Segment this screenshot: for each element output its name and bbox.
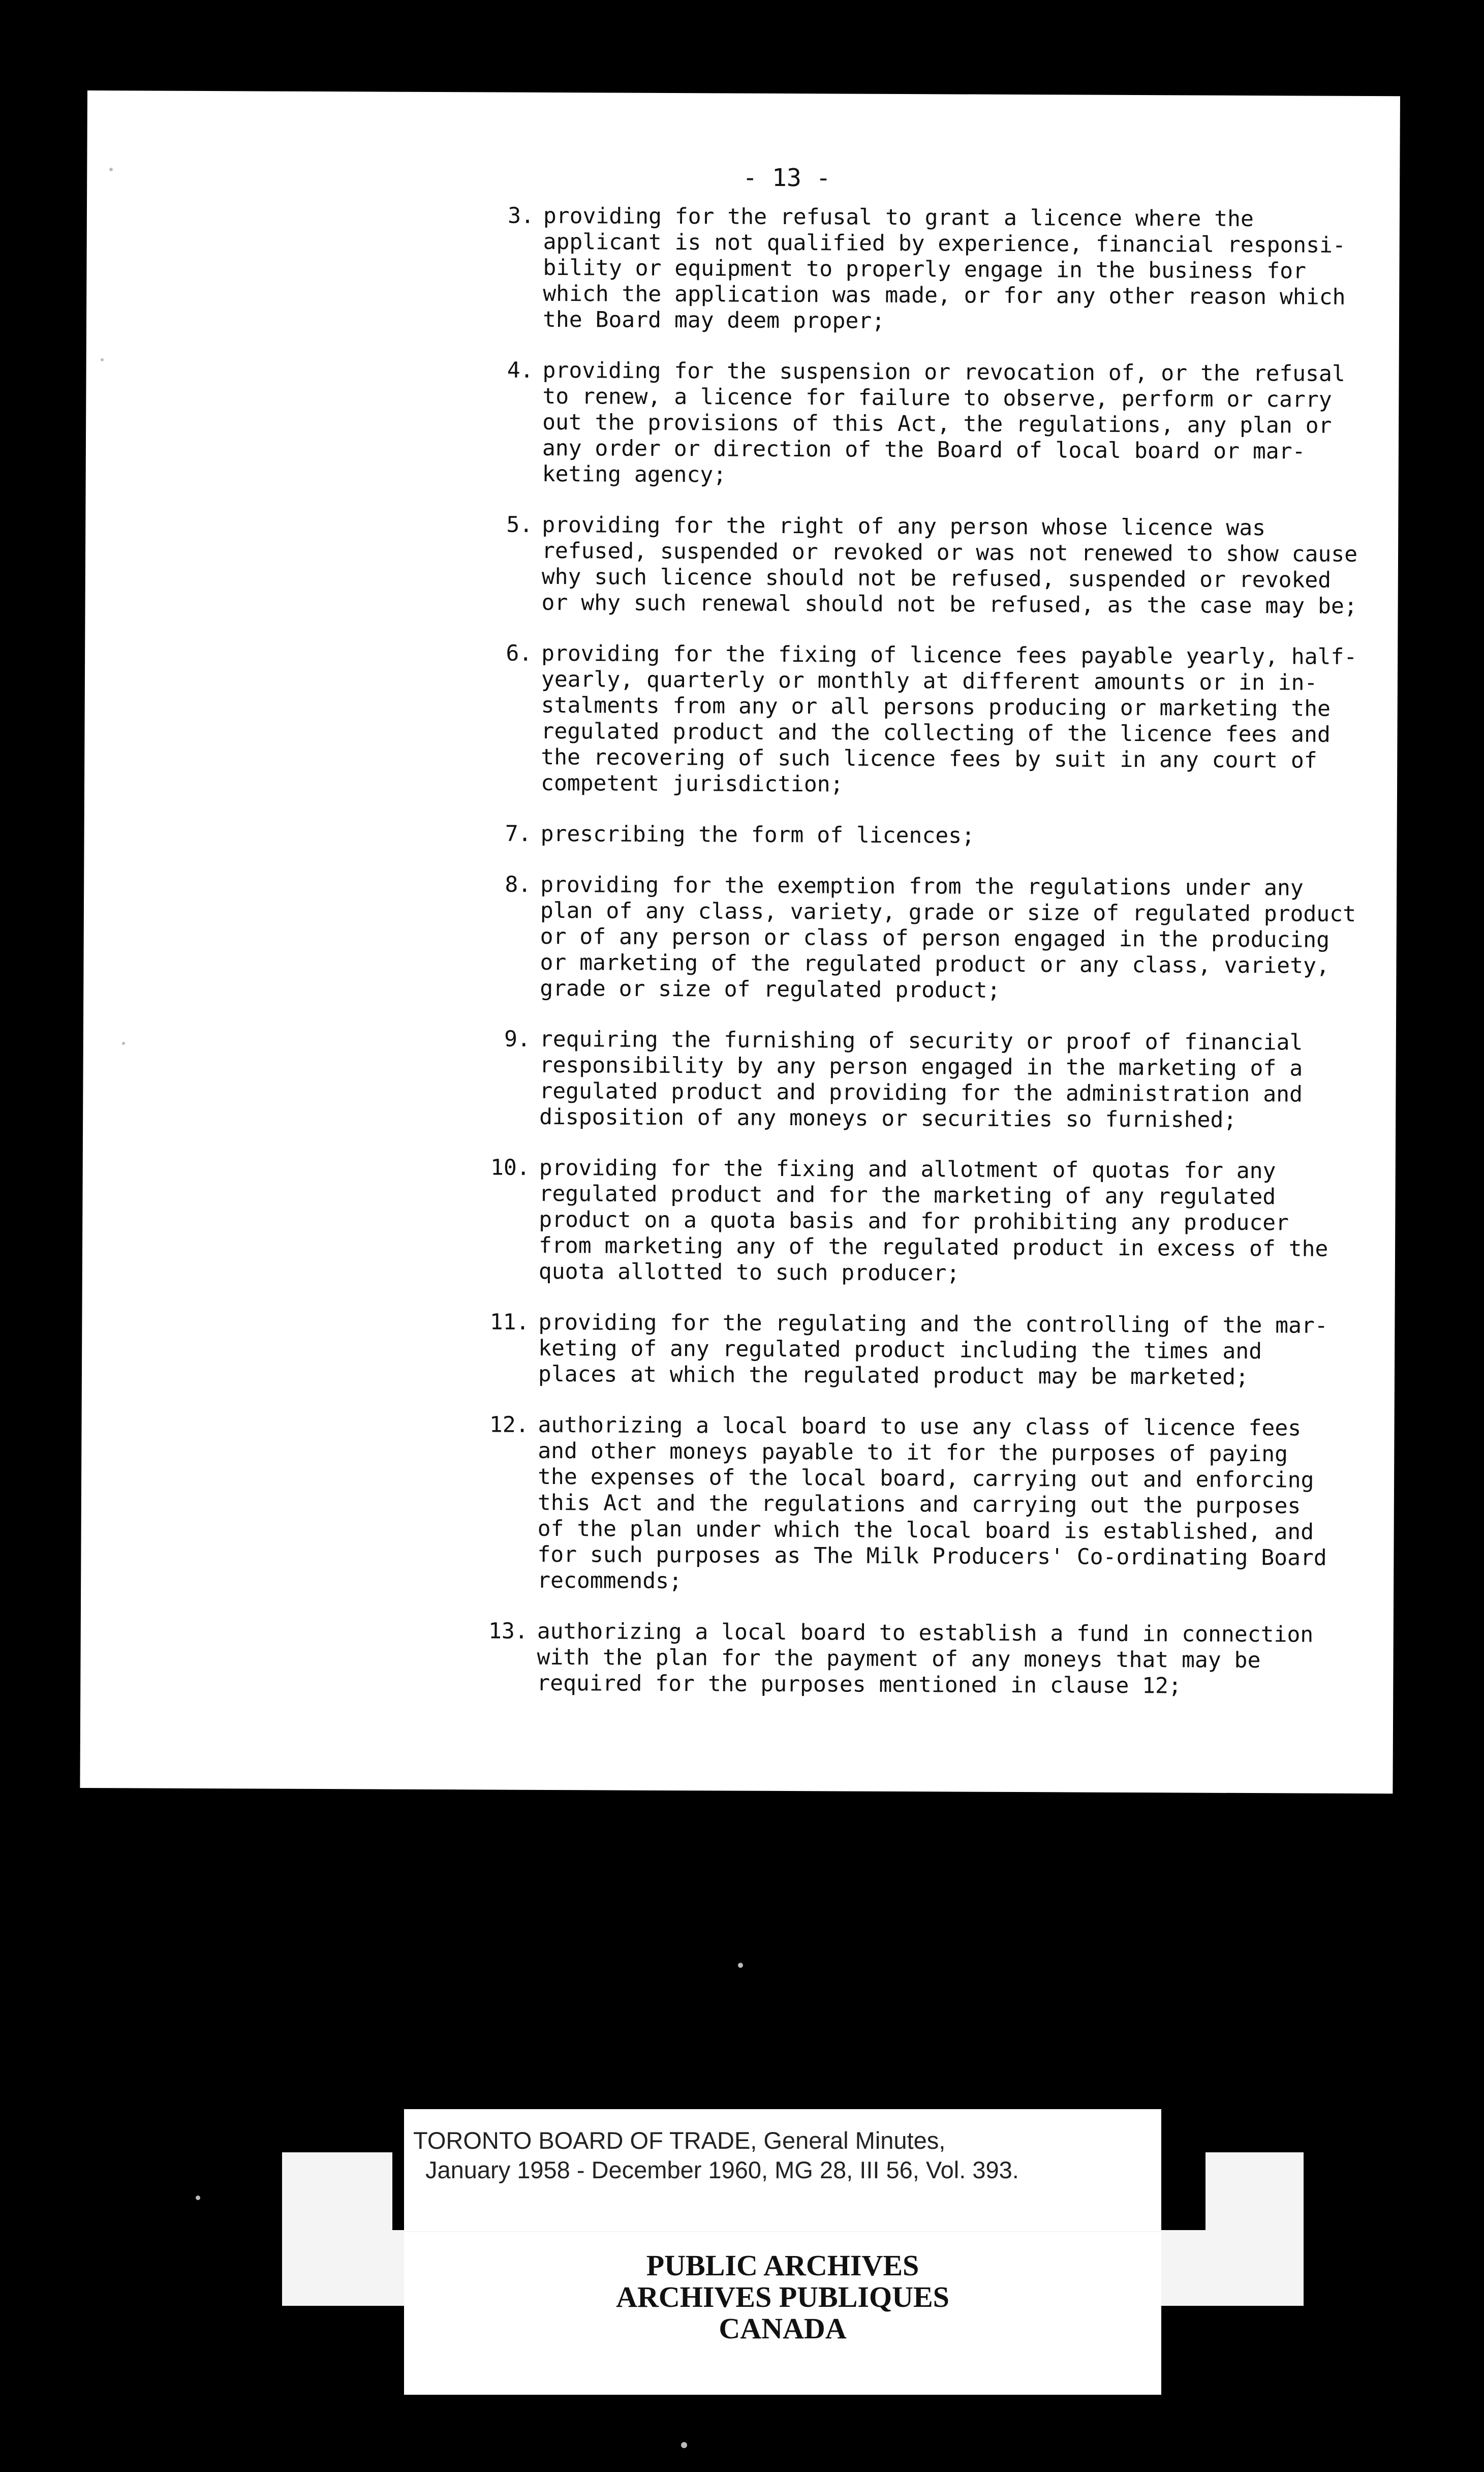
clause-text [541, 512, 1432, 620]
clause-line: or why such renewal should not be refused, as the case may be; [541, 590, 1357, 619]
archive-label-citation: January 1958 - December 1960, MG 28, III 56, Vol. 393. [425, 2156, 1019, 2183]
scan-speck [109, 168, 113, 171]
document-page [80, 90, 1400, 1794]
clause [481, 821, 1431, 851]
clause [481, 512, 1432, 620]
clause-line: keting agency; [542, 461, 727, 488]
clause-text [539, 1027, 1430, 1134]
clause-line: plan of any class, variety, grade or size of regulated product [540, 898, 1356, 927]
clause-text [537, 1412, 1429, 1598]
clause-number: 3. [508, 203, 535, 229]
clause-line: why such licence should not be refused, suspended or revoked [541, 564, 1332, 593]
clause-line: providing for the refusal to grant a licence where the [543, 203, 1254, 232]
scan-speck [196, 2196, 200, 2200]
clause-line: prescribing the form of licences; [540, 821, 975, 849]
clause [479, 1155, 1430, 1288]
clause-number: 12. [489, 1412, 529, 1438]
clause-line: authorizing a local board to use any class of licence fees [538, 1412, 1302, 1441]
clause-line: yearly, quarterly or monthly at different amounts or in in- [541, 666, 1318, 696]
clause-line: regulated product and for the marketing of any regulated [539, 1181, 1276, 1210]
clause-text [537, 1619, 1428, 1701]
clause-line: regulated product and providing for the administration and [539, 1078, 1303, 1107]
clause-number: 13. [488, 1618, 528, 1644]
clause-line: requiring the furnishing of security or proof of financial [539, 1026, 1303, 1056]
clause-line: which the application was made, or for any other reason which [543, 281, 1346, 310]
clause-line: recommends; [537, 1567, 683, 1594]
clause-line: of the plan under which the local board is established, and [537, 1516, 1314, 1545]
clause-line: refused, suspended or revoked or was not renewed to show cause [541, 538, 1358, 567]
clause-line: stalments from any or all persons producing or marketing the [541, 692, 1331, 722]
scan-speck [101, 358, 104, 361]
clause-text [542, 358, 1433, 491]
clause-text [541, 821, 1431, 851]
clause-line: applicant is not qualified by experience, financial responsi- [543, 229, 1346, 258]
clause-line: any order or direction of the Board of local board or mar- [542, 435, 1306, 465]
clause-line: keting of any regulated product including the times and [538, 1335, 1262, 1365]
archive-label-title: TORONTO BOARD OF TRADE, General Minutes, [413, 2127, 946, 2154]
clause-line: providing for the exemption from the regulations under any [540, 872, 1304, 901]
clause [482, 357, 1433, 491]
clause-line: competent jurisdiction; [540, 770, 844, 797]
clause-line: to renew, a licence for failure to observe, perform or carry [542, 383, 1332, 413]
clause-list [477, 203, 1434, 1725]
clause-line: providing for the right of any person whose licence was [542, 512, 1266, 541]
clause-line: product on a quota basis and for prohibiting any producer [539, 1207, 1289, 1236]
archive-reference-label [404, 2109, 1161, 2231]
clause-text [541, 641, 1432, 800]
scan-speck [738, 1963, 743, 1968]
clause-line: providing for the regulating and the controlling of the mar- [538, 1309, 1328, 1339]
clause [478, 1309, 1429, 1391]
clause [477, 1618, 1428, 1700]
clause-line: from marketing any of the regulated product in excess of the [538, 1232, 1328, 1262]
clause-number: 11. [489, 1309, 530, 1335]
scan-speck [122, 1042, 125, 1045]
clause-number: 5. [506, 512, 533, 538]
clause [480, 872, 1431, 1005]
clause-line: with the plan for the payment of any moneys that may be [537, 1644, 1261, 1674]
clause-line: places at which the regulated product may be marketed; [538, 1361, 1249, 1390]
clause-number: 6. [506, 640, 533, 666]
clause-line: disposition of any moneys or securities so furnished; [539, 1104, 1237, 1133]
clause-line: out the provisions of this Act, the regulations, any plan or [542, 409, 1332, 439]
clause-line: and other moneys payable to it for the purposes of paying [538, 1438, 1288, 1467]
clause-number: 7. [505, 821, 532, 847]
clause-number: 8. [505, 872, 532, 898]
clause [481, 640, 1432, 800]
clause-line: or of any person or class of person engaged in the producing [540, 923, 1330, 953]
clause-line: for such purposes as The Milk Producers' Co-ordinating Board [537, 1541, 1327, 1571]
clause-line: or marketing of the regulated product or any class, variety, [540, 949, 1330, 979]
clause-text [538, 1310, 1429, 1392]
clause-text [543, 203, 1434, 337]
stamp-line-french: ARCHIVES PUBLIQUES [616, 2280, 949, 2313]
page-number: - 13 - [743, 163, 831, 193]
stamp-line-english: PUBLIC ARCHIVES [646, 2249, 919, 2282]
clause-line: providing for the fixing and allotment of quotas for any [539, 1155, 1276, 1184]
clause-line: responsibility by any person engaged in the marketing of a [539, 1052, 1303, 1082]
scan-speck [681, 2442, 687, 2448]
clause-number: 10. [490, 1155, 530, 1181]
clause [479, 1026, 1430, 1134]
clause-line: quota allotted to such producer; [538, 1258, 960, 1286]
clause-line: the Board may deem proper; [542, 306, 885, 334]
clause-line: the recovering of such licence fees by suit in any court of [541, 744, 1317, 774]
clause-line: required for the purposes mentioned in clause 12; [537, 1670, 1182, 1699]
stamp-line-country: CANADA [719, 2312, 847, 2345]
clause-number: 9. [504, 1026, 531, 1052]
clause-line: this Act and the regulations and carrying out the purposes [537, 1490, 1301, 1519]
clause-line: the expenses of the local board, carrying out and enforcing [537, 1464, 1314, 1493]
clause [477, 1412, 1429, 1597]
clause [483, 203, 1434, 336]
clause-line: grade or size of regulated product; [540, 975, 1001, 1003]
clause-line: authorizing a local board to establish a fund in connection [537, 1618, 1314, 1648]
clause-line: providing for the suspension or revocation of, or the refusal [542, 357, 1345, 387]
clause-line: providing for the fixing of licence fees payable yearly, half- [541, 640, 1357, 670]
clause-line: bility or equipment to properly engage in the business for [543, 255, 1307, 284]
clause-text [539, 1155, 1430, 1289]
public-archives-stamp [404, 2232, 1161, 2395]
clause-line: regulated product and the collecting of the licence fees and [541, 718, 1331, 748]
clause-text [540, 872, 1431, 1006]
clause-number: 4. [507, 357, 534, 383]
